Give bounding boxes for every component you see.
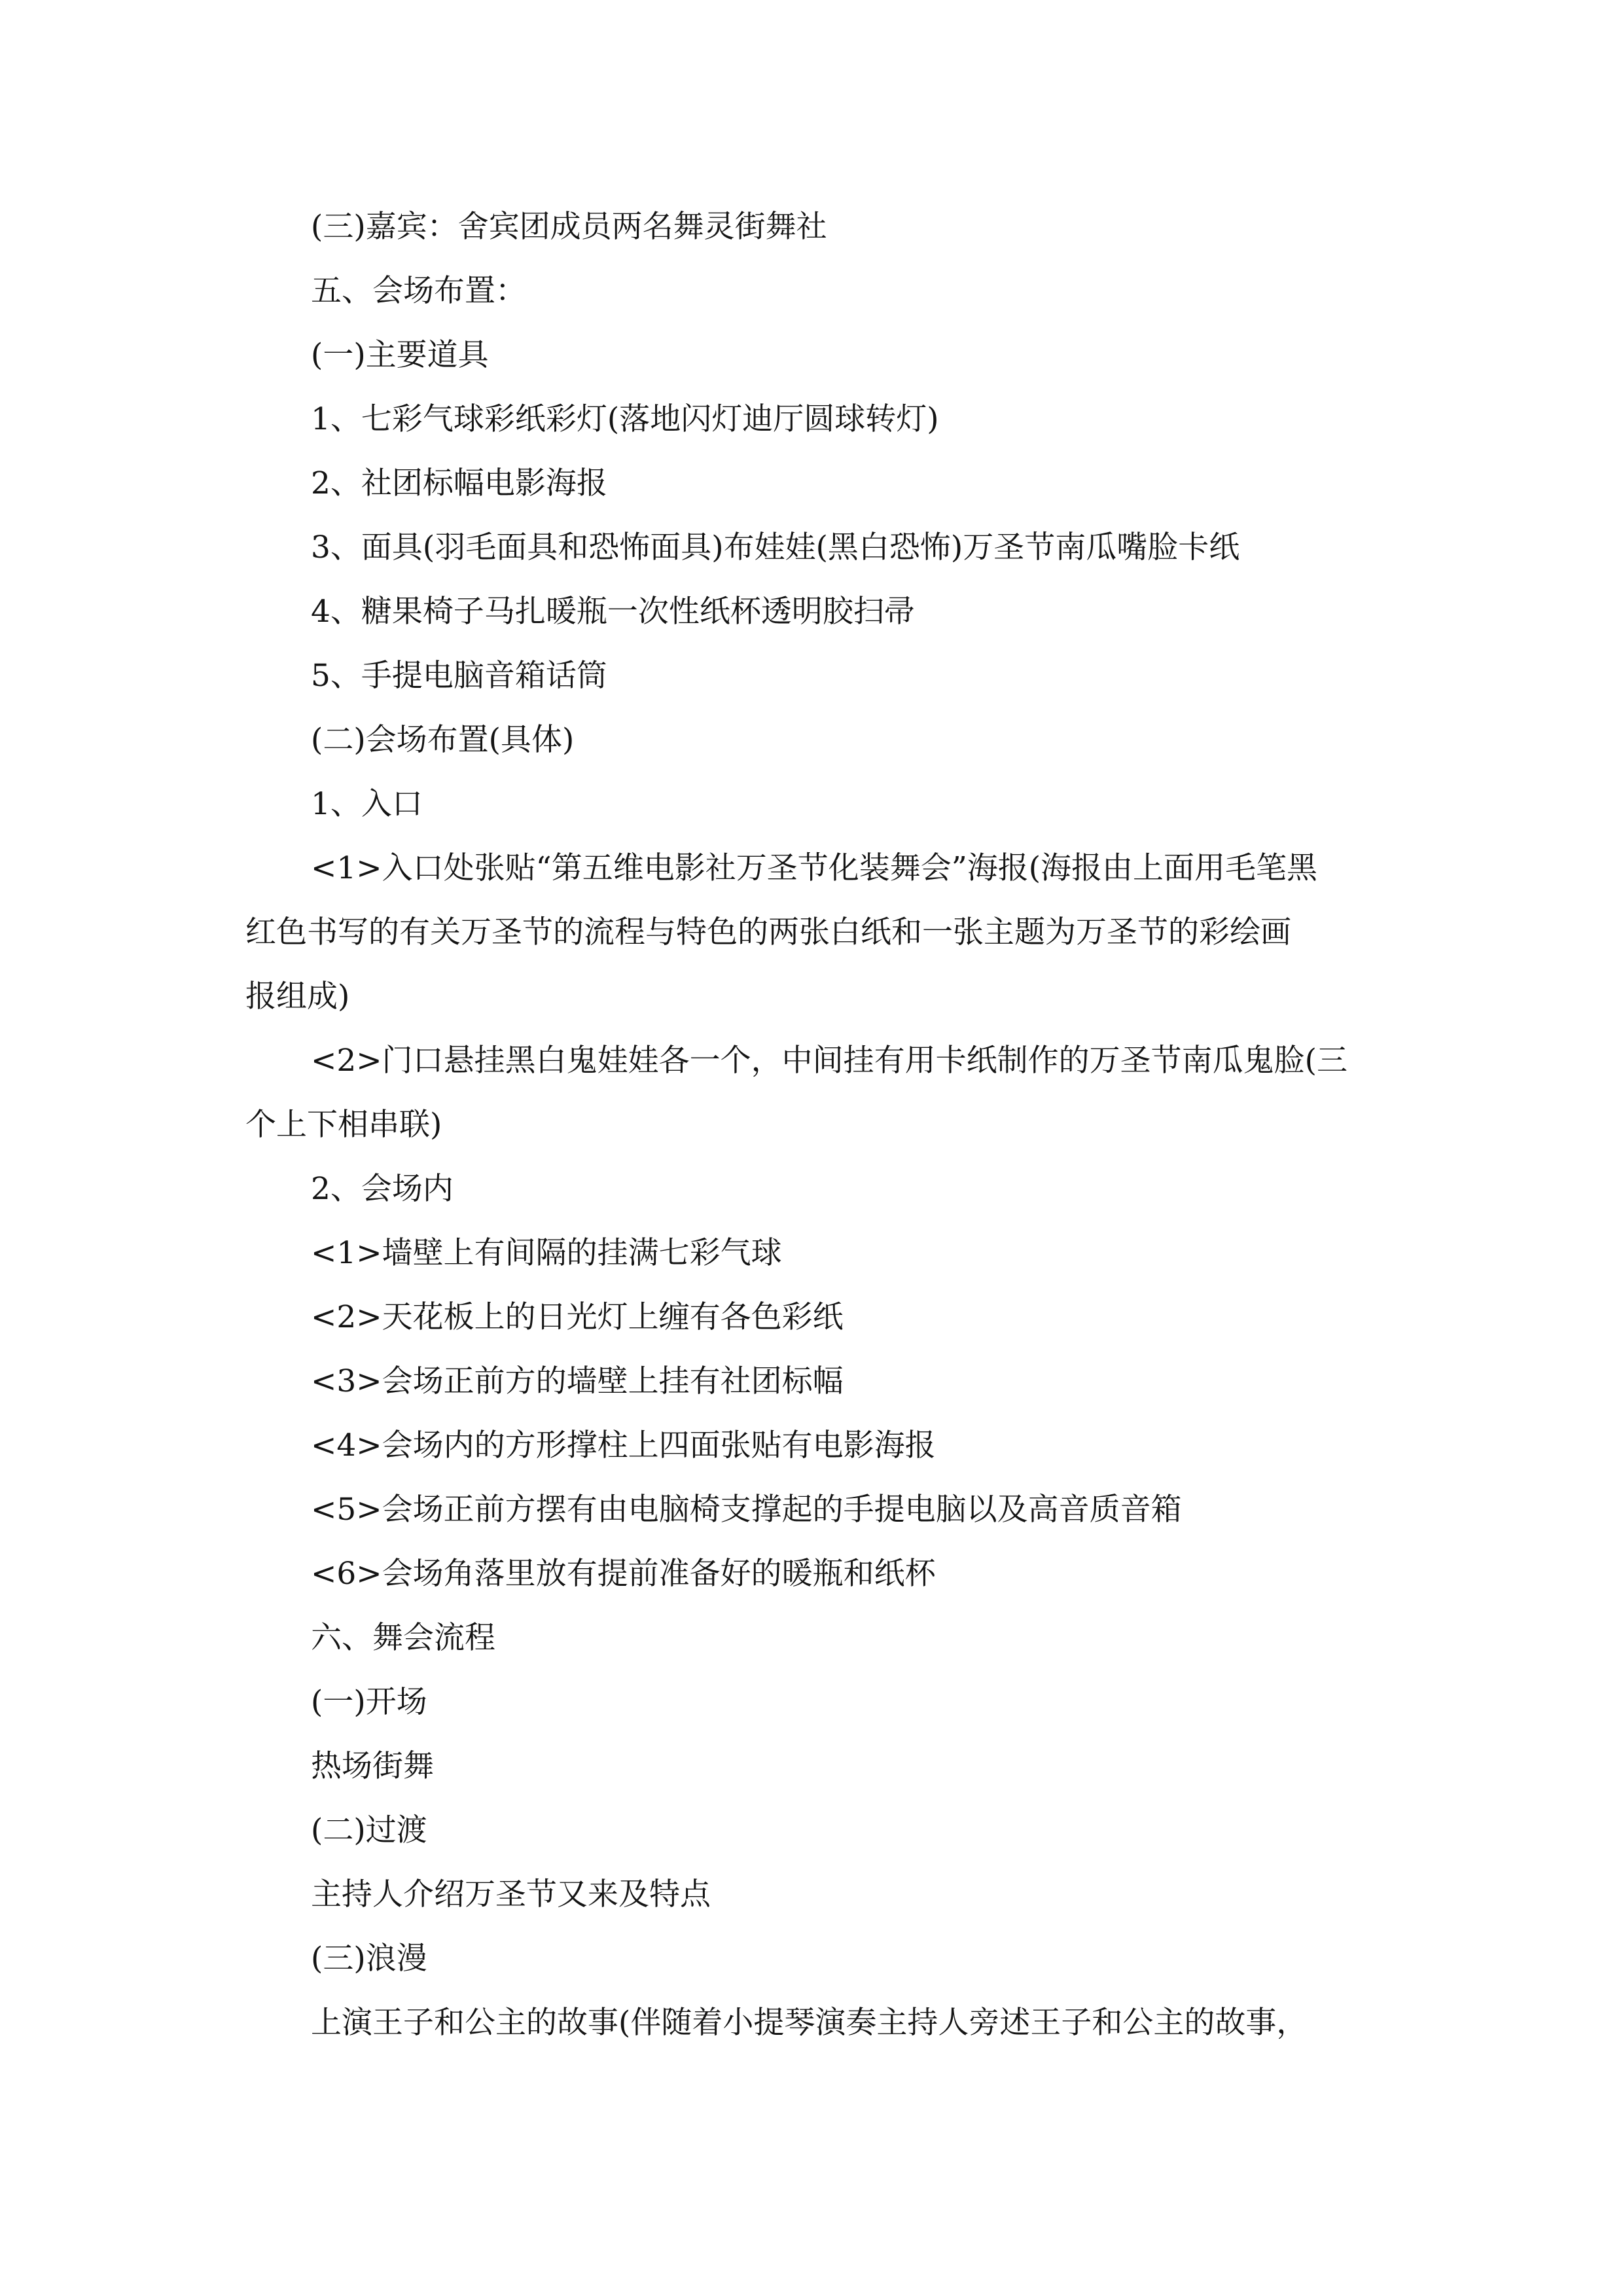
text-line: 5、手提电脑音箱话筒 <box>311 658 607 694</box>
text-line: <1>入口处张贴“第五维电影社万圣节化装舞会”海报(海报由上面用毛笔黑 <box>311 850 1318 886</box>
text-line: (一)主要道具 <box>311 337 489 373</box>
text-line: <3>会场正前方的墙壁上挂有社团标幅 <box>311 1363 844 1399</box>
text-line: (二)过渡 <box>311 1812 427 1848</box>
text-line: <2>天花板上的日光灯上缠有各色彩纸 <box>311 1299 844 1335</box>
text-line: 1、七彩气球彩纸彩灯(落地闪灯迪厅圆球转灯) <box>311 401 939 437</box>
text-line: 2、社团标幅电影海报 <box>311 465 607 501</box>
text-line: 4、糖果椅子马扎暖瓶一次性纸杯透明胶扫帚 <box>311 594 915 630</box>
text-line: 个上下相串联) <box>245 1107 442 1143</box>
text-line: 红色书写的有关万圣节的流程与特色的两张白纸和一张主题为万圣节的彩绘画 <box>245 914 1291 950</box>
document-body <box>245 195 1384 2055</box>
text-line: <2>门口悬挂黑白鬼娃娃各一个，中间挂有用卡纸制作的万圣节南瓜鬼脸(三 <box>311 1043 1347 1079</box>
text-line: 2、会场内 <box>311 1171 454 1207</box>
text-line: <6>会场角落里放有提前准备好的暖瓶和纸杯 <box>311 1556 936 1592</box>
text-line: 主持人介绍万圣节又来及特点 <box>311 1876 711 1912</box>
text-line: (三)嘉宾：舍宾团成员两名舞灵街舞社 <box>311 209 827 245</box>
text-line: 1、入口 <box>311 786 423 822</box>
text-line: 上演王子和公主的故事(伴随着小提琴演奏主持人旁述王子和公主的故事， <box>311 2005 1308 2041</box>
text-line: 六、舞会流程 <box>311 1620 495 1656</box>
text-line: (二)会场布置(具体) <box>311 722 575 758</box>
text-line: 报组成) <box>245 978 350 1014</box>
text-line: <4>会场内的方形撑柱上四面张贴有电影海报 <box>311 1427 936 1463</box>
text-line: <5>会场正前方摆有由电脑椅支撑起的手提电脑以及高音质音箱 <box>311 1492 1182 1528</box>
text-line: 热场街舞 <box>311 1748 434 1784</box>
text-line: (三)浪漫 <box>311 1941 427 1977</box>
text-line: 3、面具(羽毛面具和恐怖面具)布娃娃(黑白恐怖)万圣节南瓜嘴脸卡纸 <box>311 529 1240 565</box>
text-line: (一)开场 <box>311 1684 427 1720</box>
text-line: <1>墙壁上有间隔的挂满七彩气球 <box>311 1235 782 1271</box>
text-line: 五、会场布置： <box>311 273 526 309</box>
